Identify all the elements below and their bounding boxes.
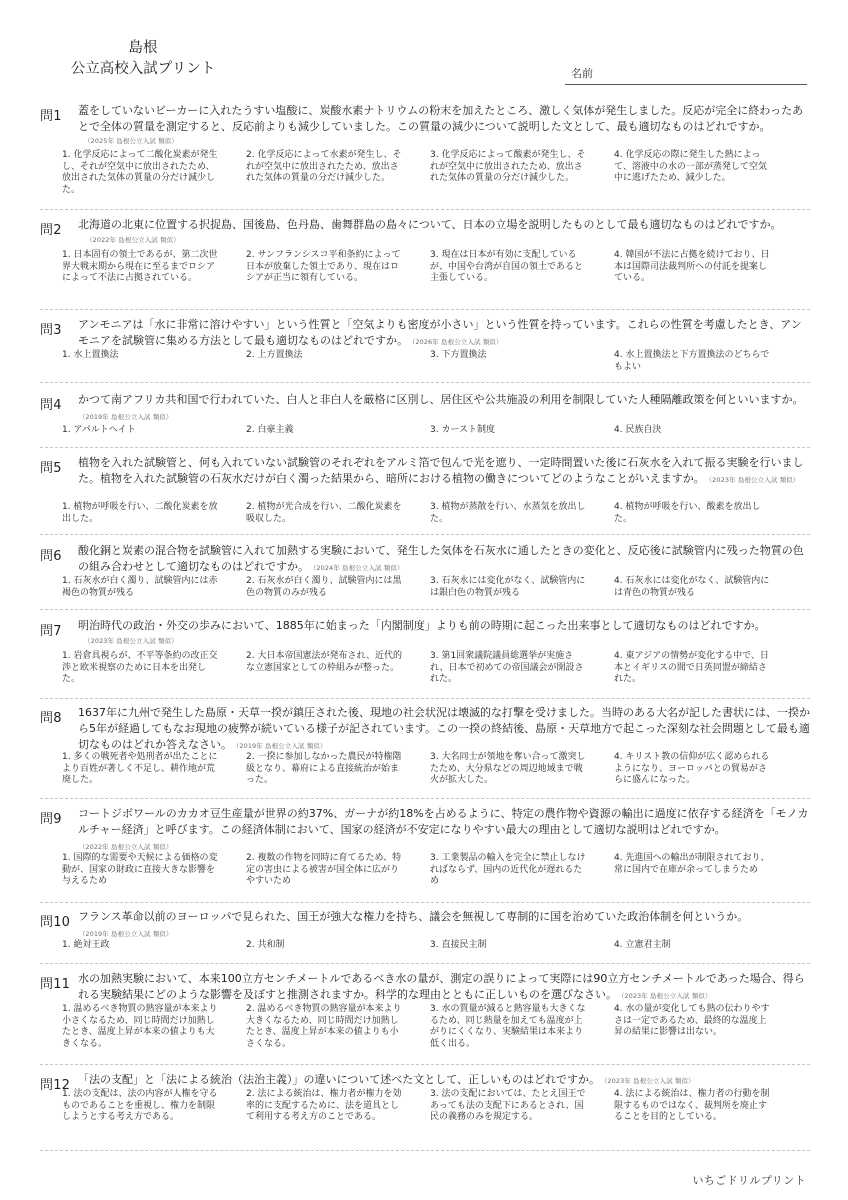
question-5 xyxy=(40,455,810,534)
choice-2[interactable]: 2. 一揆に参加しなかった農民が特権階級となり、幕府による直接統治が始まった。 xyxy=(246,752,402,786)
choice-1[interactable]: 1. 温めるべき物質の熱容量が本来より小さくなるため、同じ時間だけ加熱したとき、温度上昇が本来の値よりも大きくなる。 xyxy=(62,1004,218,1049)
question-number: 問7 xyxy=(40,624,62,639)
question-text xyxy=(78,317,810,350)
choice-1[interactable]: 1. 石灰水が白く濁り、試験管内には赤褐色の物質が残る xyxy=(62,576,218,598)
choice-3[interactable]: 3. 現在は日本が有効に支配しているが、中国や台湾が自国の領土であると主張している。 xyxy=(430,250,584,284)
choice-2[interactable]: 2. 法による統治は、権力者が権力を効率的に支配するために、法を道具として利用する考え方のことである。 xyxy=(246,1089,402,1123)
question-divider xyxy=(40,209,810,210)
question-source: （2023年 島根公立入試 類似） xyxy=(84,637,178,645)
question-divider xyxy=(40,609,810,610)
question-8 xyxy=(40,705,810,798)
choice-3[interactable]: 3. 第1回衆議院議員総選挙が実施され、日本で初めての帝国議会が開設された。 xyxy=(430,651,584,685)
choice-2[interactable]: 2. 複数の作物を同時に育てるため、特定の害虫による被害が国全体に広がりやすいため xyxy=(246,853,402,887)
question-text-body: フランス革命以前のヨーロッパで見られた、国王が強大な権力を持ち、議会を無視して専制的に国を治めていた政治体制を何というか。 xyxy=(78,910,749,923)
name-field[interactable] xyxy=(565,64,807,85)
choice-1[interactable]: 1. 絶対王政 xyxy=(62,940,110,950)
choice-2[interactable]: 2. 石灰水が白く濁り、試験管内には黒色の物質のみが残る xyxy=(246,576,402,598)
question-text-body: 蓋をしていないビーカーに入れたうすい塩酸に、炭酸水素ナトリウムの粉末を加えたところ、激しく気体が発生しました。反応が完全に終わったあとで全体の質量を測定すると、反応前よりも減少していました。この質量の減少について説明した文として、最も適切なものはどれですか。 xyxy=(78,104,804,133)
choice-1[interactable]: 1. 水上置換法 xyxy=(62,350,119,360)
question-source: （2023年 島根公立入試 類似） xyxy=(708,476,800,484)
question-text xyxy=(78,392,810,425)
question-text-body: コートジボワールのカカオ豆生産量が世界の約37%、ガーナが約18%を占めるように、特定の農作物や資源の輸出に過度に依存する経済を「モノカルチャー経済」と呼びます。この経済体制において、国家の経済が不安定になりやすい最大の理由として適切な説明はどれですか。 xyxy=(78,807,809,836)
question-text-body: 植物を入れた試験管と、何も入れていない試験管のそれぞれをアルミ箔で包んで光を遮り、一定時間置いた後に石灰水を入れて振る実験を行いました。植物を入れた試験管の石灰水だけが白く濁った結果から、暗所における植物の働きについてどのようなことがいえますか。 xyxy=(78,456,804,485)
choice-1[interactable]: 1. 国際的な需要や天候による価格の変動が、国家の財政に直接大きな影響を与えるため xyxy=(62,853,218,887)
question-10 xyxy=(40,909,810,963)
question-text-body: 水の加熱実験において、本来100立方センチメートルであるべき水の量が、測定の誤りによって実際には90立方センチメートルであった場合、得られる実験結果にどのような影響を及ぼすと推測されますか。科学的な理由とともに正しいものを選びなさい。 xyxy=(78,972,805,1001)
question-number: 問1 xyxy=(40,109,62,124)
choice-1[interactable]: 1. 法の支配は、法の内容が人権を守るものであることを重視し、権力を制限しようとする考え方である。 xyxy=(62,1089,218,1123)
choice-2[interactable]: 2. 上方置換法 xyxy=(246,350,303,360)
question-11 xyxy=(40,971,810,1064)
choice-3[interactable]: 3. カースト制度 xyxy=(430,425,495,435)
question-number: 問9 xyxy=(40,812,62,827)
choice-4[interactable]: 4. 先進国への輸出が制限されており、常に国内で在庫が余ってしまうため xyxy=(614,853,770,875)
question-12 xyxy=(40,1072,810,1150)
question-text-body: 1637年に九州で発生した島原・天草一揆が鎮圧された後、現地の社会状況は壊滅的な打撃を受けました。当時のある大名が記した書状には、一揆から5年が経過してもなお現地の疲弊が続いている様子が記されています。この一揆の終結後、島原・天草地方で起こった深刻な社会問題として最も適切なものはどれか答えなさい。 xyxy=(78,706,810,751)
choice-3[interactable]: 3. 直接民主制 xyxy=(430,940,487,950)
choice-4[interactable]: 4. 法による統治は、権力者の行動を制限するものではなく、裁判所を廃止することを目的としている。 xyxy=(614,1089,770,1123)
choice-2[interactable]: 2. サンフランシスコ平和条約によって日本が放棄した領土であり、現在はロシアが正当に領有している。 xyxy=(246,250,401,284)
question-divider xyxy=(40,309,810,310)
question-number: 問3 xyxy=(40,323,62,338)
question-divider xyxy=(40,963,810,964)
question-2 xyxy=(40,217,810,309)
question-text xyxy=(78,543,810,576)
question-text-body: 酸化銅と炭素の混合物を試験管に入れて加熱する実験において、発生した気体を石灰水に通したときの変化と、反応後に試験管内に残った物質の色の組み合わせとして適切なものはどれですか。 xyxy=(78,544,804,573)
question-source: （2023年 島根公立入試 類似） xyxy=(604,1077,695,1085)
question-number: 問4 xyxy=(40,398,62,413)
choice-4[interactable]: 4. 民族自決 xyxy=(614,425,662,435)
question-text xyxy=(78,618,810,634)
question-1 xyxy=(40,103,810,209)
question-9 xyxy=(40,806,810,902)
choice-4[interactable]: 4. 植物が呼吸を行い、酸素を放出した。 xyxy=(614,502,761,524)
question-divider xyxy=(40,382,810,383)
choice-3[interactable]: 3. 水の質量が減ると熱容量も大きくなるため、同じ熱量を加えても温度が上がりにくくなり、実験結果は本来より低く出る。 xyxy=(430,1004,586,1049)
question-divider xyxy=(40,798,810,799)
question-number: 問11 xyxy=(40,977,71,992)
question-number: 問2 xyxy=(40,223,62,238)
choice-2[interactable]: 2. 共和制 xyxy=(246,940,285,950)
question-source: （2024年 島根公立入試 類似） xyxy=(313,564,404,572)
question-divider xyxy=(40,698,810,699)
question-divider xyxy=(40,1150,810,1151)
choice-2[interactable]: 2. 白豪主義 xyxy=(246,425,294,435)
question-text xyxy=(78,971,810,1004)
choice-4[interactable]: 4. 化学反応の際に発生した熱によって、溶液中の水の一部が蒸発して空気中に逃げたため、減少した。 xyxy=(614,150,767,184)
question-number: 問10 xyxy=(40,915,71,930)
question-divider xyxy=(40,447,810,448)
choice-2[interactable]: 2. 植物が光合成を行い、二酸化炭素を吸収した。 xyxy=(246,502,402,524)
choice-4[interactable]: 4. 石灰水には変化がなく、試験管内には青色の物質が残る xyxy=(614,576,770,598)
question-text xyxy=(78,103,810,135)
question-text xyxy=(78,1072,810,1089)
name-label: 名前 xyxy=(571,67,593,80)
question-number: 問12 xyxy=(40,1078,71,1093)
question-divider xyxy=(40,534,810,535)
question-source: （2019年 島根公立入試 類似） xyxy=(82,413,173,421)
question-source: （2025年 島根公立入試 類似） xyxy=(84,137,178,145)
question-text-body: 「法の支配」と「法による統治（法治主義）」の違いについて述べた文として、正しいものはどれですか。 xyxy=(78,1073,601,1086)
choice-4[interactable]: 4. 水上置換法と下方置換法のどちらでもよい xyxy=(614,350,770,372)
choice-3[interactable]: 3. 植物が蒸散を行い、水蒸気を放出した。 xyxy=(430,502,586,524)
choice-3[interactable]: 3. 化学反応によって酸素が発生し、それが空気中に放出されたため、放出された気体の質量の分だけ減少した。 xyxy=(430,150,586,184)
question-number: 問5 xyxy=(40,461,62,476)
question-text-body: かつて南アフリカ共和国で行われていた、白人と非白人を厳格に区別し、居住区や公共施設の利用を制限していた人種隔離政策を何といいますか。 xyxy=(78,393,804,406)
question-source: （2019年 島根公立入試 類似） xyxy=(82,930,173,938)
question-text-body: 明治時代の政治・外交の歩みにおいて、1885年に始まった「内閣制度」よりも前の時期に起こった出来事として適切なものはどれですか。 xyxy=(78,619,766,632)
choice-2[interactable]: 2. 大日本帝国憲法が発布され、近代的な立憲国家としての枠組みが整った。 xyxy=(246,651,402,673)
choice-2[interactable]: 2. 化学反応によって水素が発生し、それが空気中に放出されたため、放出された気体の質量の分だけ減少した。 xyxy=(246,150,402,184)
choice-1[interactable]: 1. 岩倉具視らが、不平等条約の改正交渉と欧米視察のために日本を出発した。 xyxy=(62,651,218,685)
question-number: 問6 xyxy=(40,549,62,564)
question-text xyxy=(78,217,810,233)
question-text xyxy=(78,455,810,488)
question-text xyxy=(78,705,810,754)
choice-1[interactable]: 1. 植物が呼吸を行い、二酸化炭素を放出した。 xyxy=(62,502,218,524)
choice-4[interactable]: 4. 立憲君主制 xyxy=(614,940,671,950)
question-text-body: アンモニアは「水に非常に溶けやすい」という性質と「空気よりも密度が小さい」という性質を持っています。これらの性質を考慮したとき、アンモニアを試験管に集める方法として最も適切なものはどれですか。 xyxy=(78,318,802,347)
question-source: （2023年 島根公立入試 類似） xyxy=(621,992,712,1000)
question-4 xyxy=(40,392,810,447)
question-text xyxy=(78,909,810,942)
question-3 xyxy=(40,317,810,382)
choice-4[interactable]: 4. 東アジアの情勢が変化する中で、日本とイギリスの間で日英同盟が締結された。 xyxy=(614,651,769,685)
question-6 xyxy=(40,543,810,609)
title-line-2: 公立高校入試プリント xyxy=(70,61,216,77)
choice-3[interactable]: 3. 下方置換法 xyxy=(430,350,487,360)
choice-4[interactable]: 4. 水の量が変化しても熱の伝わりやすさは一定であるため、最終的な温度上昇の結果に影響は出ない。 xyxy=(614,1004,770,1038)
question-number: 問8 xyxy=(40,711,62,726)
choice-1[interactable]: 1. アパルトヘイト xyxy=(62,425,136,435)
question-source: （2022年 島根公立入試 類似） xyxy=(86,236,180,244)
question-text-body: 北海道の北東に位置する択捉島、国後島、色丹島、歯舞群島の島々について、日本の立場を説明したものとして最も適切なものはどれですか。 xyxy=(78,218,782,231)
question-source: （2019年 島根公立入試 類似） xyxy=(236,742,327,750)
choice-1[interactable]: 1. 日本固有の領土であるが、第二次世界大戦末期から現在に至るまでロシアによって不法に占拠されている。 xyxy=(62,250,218,284)
question-source: （2026年 島根公立入試 類似） xyxy=(412,338,503,346)
choice-1[interactable]: 1. 多くの戦死者や処刑者が出たことにより百姓が著しく不足し、耕作地が荒廃した。 xyxy=(62,752,218,786)
title-line-1: 島根 xyxy=(128,40,158,56)
choice-3[interactable]: 3. 工業製品の輸入を完全に禁止しなければならず、国内の近代化が遅れるため xyxy=(430,853,586,887)
question-7 xyxy=(40,618,810,698)
question-source: （2022年 島根公立入試 類似） xyxy=(82,843,173,851)
choice-1[interactable]: 1. 化学反応によって二酸化炭素が発生し、それが空気中に放出されたため、放出された気体の質量の分だけ減少した。 xyxy=(62,150,218,195)
choice-3[interactable]: 3. 大名同士が領地を奪い合って激突したため、大分県などの周辺地域まで戦火が拡大した。 xyxy=(430,752,586,786)
choice-2[interactable]: 2. 温めるべき物質の熱容量が本来より大きくなるため、同じ時間だけ加熱したとき、温度上昇が本来の値よりも小さくなる。 xyxy=(246,1004,402,1049)
footer-brand: いちごドリルプリント xyxy=(692,1174,806,1187)
question-divider xyxy=(40,902,810,903)
choice-4[interactable]: 4. 韓国が不法に占拠を続けており、日本は国際司法裁判所への付託を提案している。 xyxy=(614,250,770,284)
choice-4[interactable]: 4. キリスト教の信仰が広く認められるようになり、ヨーロッパとの貿易がさらに盛んになった。 xyxy=(614,752,770,786)
worksheet-title xyxy=(58,38,228,80)
choice-3[interactable]: 3. 石灰水には変化がなく、試験管内には銀白色の物質が残る xyxy=(430,576,586,598)
question-text xyxy=(78,806,810,855)
choice-3[interactable]: 3. 法の支配においては、たとえ国王であっても法の支配下にあるとされ、国民の義務のみを規定する。 xyxy=(430,1089,586,1123)
question-divider xyxy=(40,1064,810,1065)
